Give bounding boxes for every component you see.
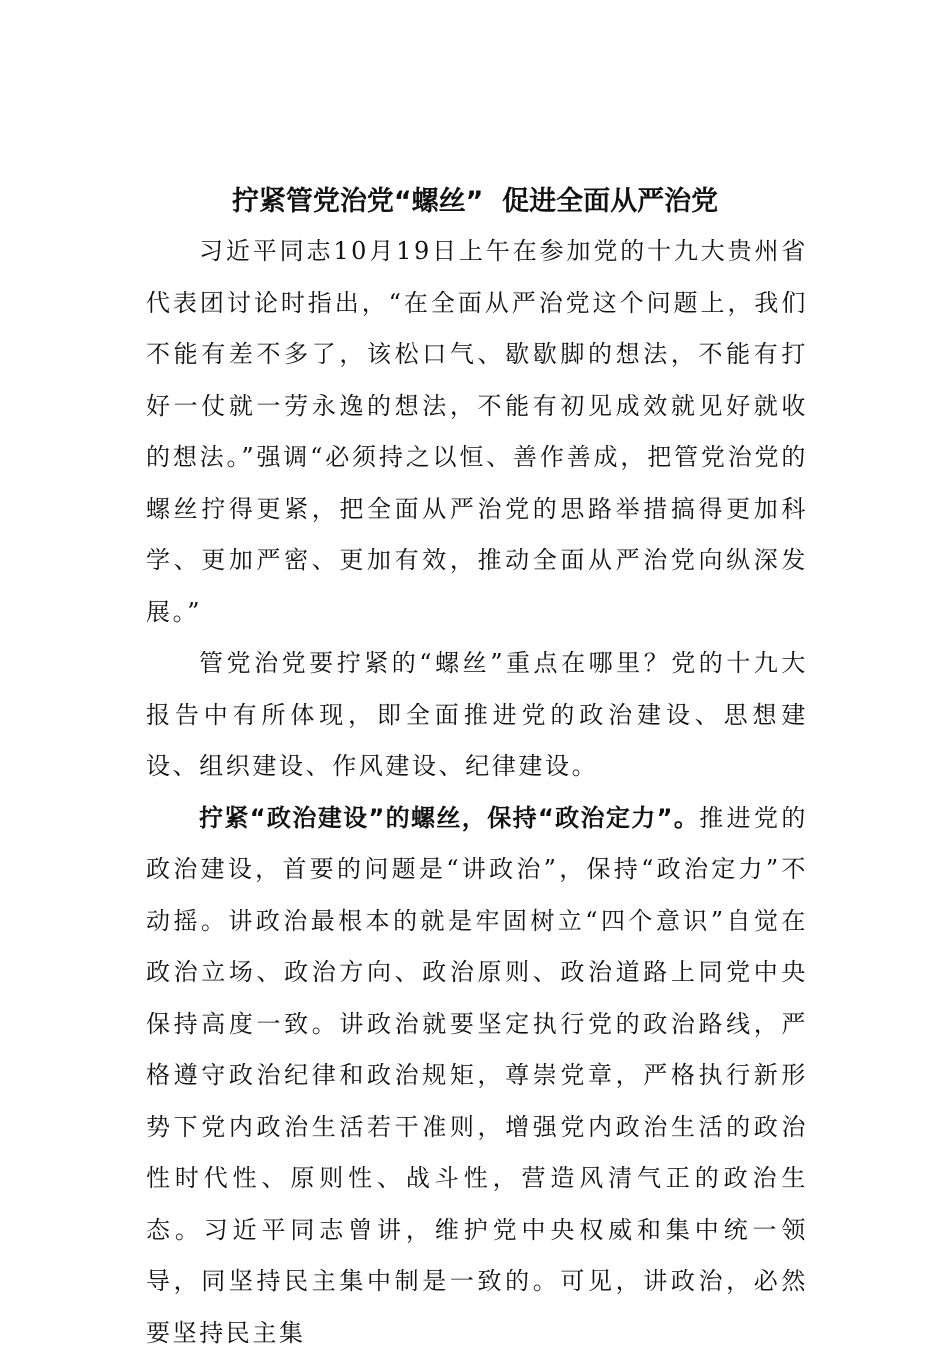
paragraph-lead: 拧紧“政治建设”的螺丝，保持“政治定力”。 [199,804,699,832]
paragraph-text: 推进党的政治建设，首要的问题是“讲政治”，保持“政治定力”不动摇。讲政治最根本的就是牢固树立“四个意识”自觉在政治立场、政治方向、政治原则、政治道路上同党中央保持高度一致。讲政治就要坚定执行党的政治路线，严格遵守政治纪律和政治规矩，尊崇党章，严格执行新形势下党内政治生活若干准则，增强党内政治生活的政治性时代性、原则性、战斗性，营造风清气正的政治生态。习近平同志曾讲，维护党中央权威和集中统一领导，同坚持民主集中制是一致的。可见，讲政治，必然要坚持民主集 [146,804,808,1347]
paragraph-1 [146,226,808,638]
document-body [146,226,808,1359]
paragraph-text: 习近平同志10月19日上午在参加党的十九大贵州省代表团讨论时指出，“在全面从严治党这个问题上，我们不能有差不多了，该松口气、歇歇脚的想法，不能有打好一仗就一劳永逸的想法，不能有初见成效就见好就收的想法。”强调“必须持之以恒、善作善成，把管党治党的螺丝拧得更紧，把全面从严治党的思路举措搞得更加科学、更加严密、更加有效，推动全面从严治党向纵深发展。” [146,237,808,626]
paragraph-2 [146,638,808,793]
document-title: 拧紧管党治党“螺丝” 促进全面从严治党 [0,178,950,226]
paragraph-text: 管党治党要拧紧的“螺丝”重点在哪里？党的十九大报告中有所体现，即全面推进党的政治建设、思想建设、组织建设、作风建设、纪律建设。 [146,649,808,780]
paragraph-3 [146,793,808,1359]
